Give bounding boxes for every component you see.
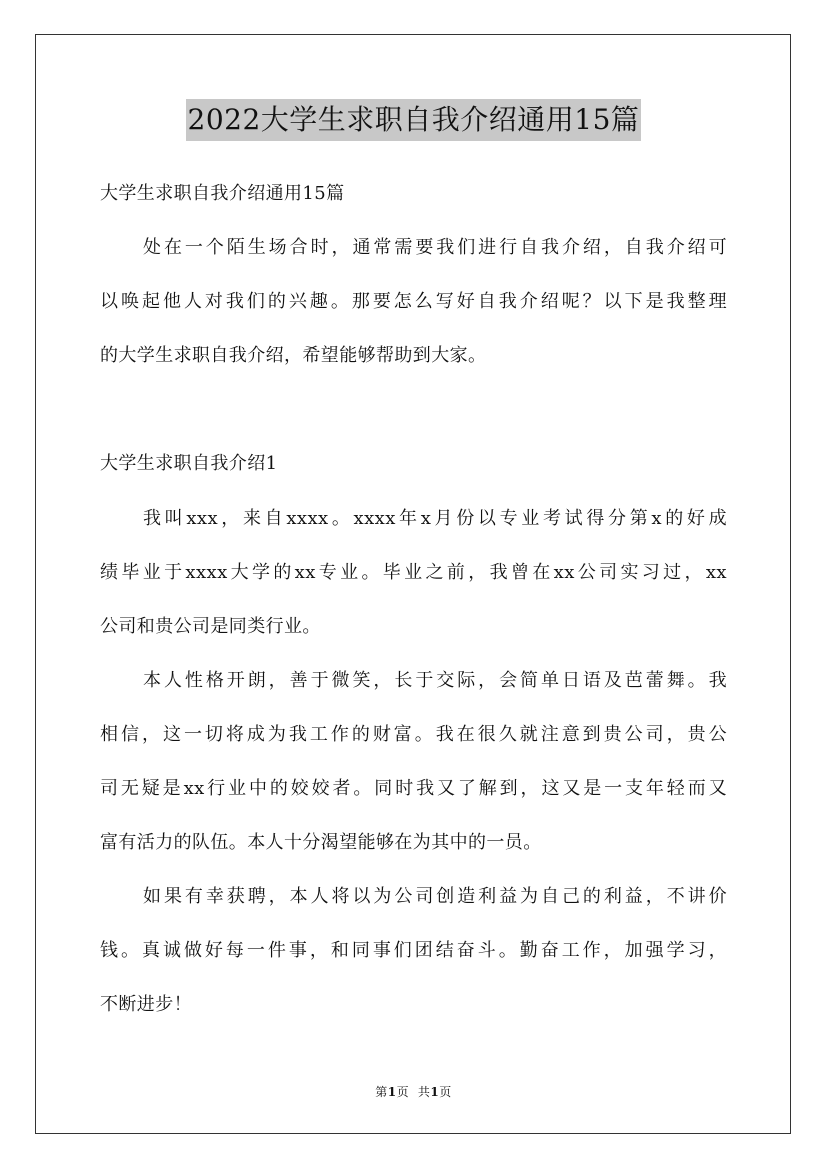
intro-line-3: 的大学生求职自我介绍，希望能够帮助到大家。 bbox=[100, 345, 487, 366]
para1-line-3: 公司和贵公司是同类行业。 bbox=[100, 616, 321, 637]
intro-line-2: 以唤起他人对我们的兴趣。那要怎么写好自我介绍呢？以下是我整理 bbox=[100, 291, 727, 312]
total-prefix: 共 bbox=[417, 1085, 431, 1099]
intro-line-1: 处在一个陌生场合时，通常需要我们进行自我介绍，自我介绍可 bbox=[143, 237, 727, 258]
para3-line-1: 如果有幸获聘，本人将以为公司创造利益为自己的利益，不讲价 bbox=[143, 886, 727, 907]
page-footer bbox=[0, 1083, 827, 1101]
document-subtitle: 大学生求职自我介绍通用15篇 bbox=[100, 183, 345, 204]
para2-line-1: 本人性格开朗，善于微笑，长于交际，会简单日语及芭蕾舞。我 bbox=[143, 670, 727, 691]
document-title: 2022大学生求职自我介绍通用15篇 bbox=[186, 99, 642, 141]
para3-line-3: 不断进步！ bbox=[100, 994, 192, 1015]
para1-line-1: 我叫xxx，来自xxxx。xxxx年x月份以专业考试得分第x的好成 bbox=[143, 508, 727, 529]
title-container bbox=[0, 99, 827, 141]
section-heading: 大学生求职自我介绍1 bbox=[100, 453, 278, 474]
total-number: 1 bbox=[430, 1085, 440, 1099]
para2-line-3: 司无疑是xx行业中的姣姣者。同时我又了解到，这又是一支年轻而又 bbox=[100, 778, 727, 799]
para2-line-2: 相信，这一切将成为我工作的财富。我在很久就注意到贵公司，贵公 bbox=[100, 724, 727, 745]
para3-line-2: 钱。真诚做好每一件事，和同事们团结奋斗。勤奋工作，加强学习， bbox=[100, 940, 727, 961]
para1-line-2: 绩毕业于xxxx大学的xx专业。毕业之前，我曾在xx公司实习过，xx bbox=[100, 562, 727, 583]
page-number: 1 bbox=[387, 1085, 397, 1099]
total-suffix: 页 bbox=[439, 1085, 452, 1099]
page-prefix: 第 bbox=[375, 1085, 388, 1099]
para2-line-4: 富有活力的队伍。本人十分渴望能够在为其中的一员。 bbox=[100, 832, 542, 853]
page-suffix: 页 bbox=[396, 1085, 410, 1099]
